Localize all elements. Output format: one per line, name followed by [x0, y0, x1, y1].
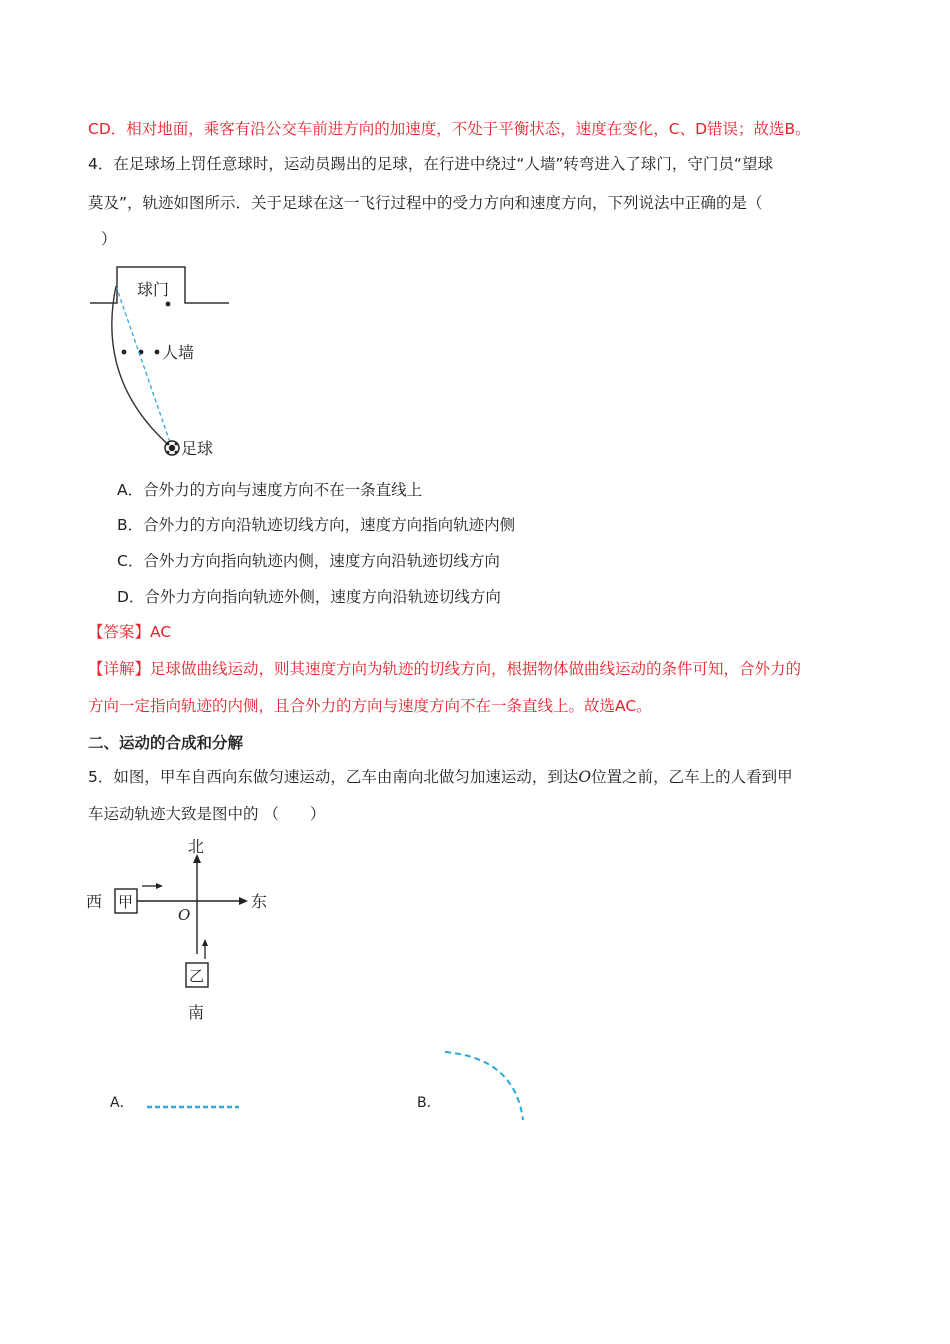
q4-stem-line2: 莫及”，轨迹如图所示．关于足球在这一飞行过程中的受力方向和速度方向，下列说法中正确的是（	[88, 194, 763, 212]
q5-option-b-label: B．	[417, 1095, 441, 1111]
wall-dot	[122, 350, 127, 355]
q5-stem-part-a: 5．如图，甲车自西向东做匀速运动，乙车由南向北做匀加速运动，到达	[88, 768, 579, 786]
east-arrow-icon	[239, 897, 248, 905]
origin-label: O	[178, 906, 191, 924]
car-a-label: 甲	[118, 893, 134, 911]
q4-option-a: A．合外力的方向与速度方向不在一条直线上	[117, 481, 423, 499]
car-b-arrow-icon	[202, 939, 208, 946]
west-label: 西	[86, 892, 103, 911]
ball-label: 足球	[181, 439, 214, 458]
previous-answer-line: CD．相对地面，乘客有沿公交车前进方向的加速度，不处于平衡状态，速度在变化，C、D错误；故选B。	[88, 120, 811, 138]
wall-dot	[155, 350, 160, 355]
east-label: 东	[251, 892, 268, 911]
q5-stem-part-b: 位置之前，乙车上的人看到甲	[591, 768, 793, 786]
q4-option-d: D．合外力方向指向轨迹外侧，速度方向沿轨迹切线方向	[117, 588, 501, 606]
car-b-label: 乙	[189, 967, 205, 985]
answer-value: AC	[150, 623, 172, 641]
q4-detail-line2: 方向一定指向轨迹的内侧，且合外力的方向与速度方向不在一条直线上。故选AC。	[88, 697, 652, 715]
q4-answer	[88, 621, 171, 643]
answer-tag: 【答案】	[88, 623, 151, 641]
q4-stem-line3: ）	[101, 230, 117, 248]
goal-keeper-dot	[166, 302, 171, 307]
q5-stem-line2: 车运动轨迹大致是图中的 （ ）	[88, 805, 326, 823]
q5-option-a-label: A．	[110, 1095, 134, 1111]
q5-stem-line1	[88, 766, 793, 788]
south-label: 南	[188, 1003, 205, 1022]
goal-label: 球门	[137, 280, 170, 299]
q5-option-a-figure	[145, 1100, 245, 1114]
q5-stem-origin: O	[578, 768, 592, 786]
q4-stem-line1: 4．在足球场上罚任意球时，运动员踢出的足球，在行进中绕过“人墙”转弯进入了球门，守门员“望球	[88, 155, 773, 173]
q4-option-c: C．合外力方向指向轨迹内侧，速度方向沿轨迹切线方向	[117, 552, 500, 570]
car-a-arrow-icon	[156, 883, 163, 889]
q4-option-b: B．合外力的方向沿轨迹切线方向，速度方向指向轨迹内侧	[117, 516, 516, 534]
detail-text: 足球做曲线运动，则其速度方向为轨迹的切线方向，根据物体做曲线运动的条件可知，合外力的	[150, 660, 802, 678]
section-title: 二、运动的合成和分解	[88, 734, 244, 752]
q4-detail-line1	[88, 658, 801, 680]
q5-figure	[84, 832, 284, 1027]
north-label: 北	[188, 837, 205, 856]
ball-trajectory	[112, 286, 172, 448]
option-b-curve-dashed	[445, 1052, 523, 1120]
wall-label: 人墙	[162, 343, 195, 362]
detail-tag: 【详解】	[88, 660, 151, 678]
straight-path-dashed	[116, 286, 172, 448]
q5-option-b-figure	[440, 1046, 530, 1126]
q4-figure	[86, 262, 246, 462]
